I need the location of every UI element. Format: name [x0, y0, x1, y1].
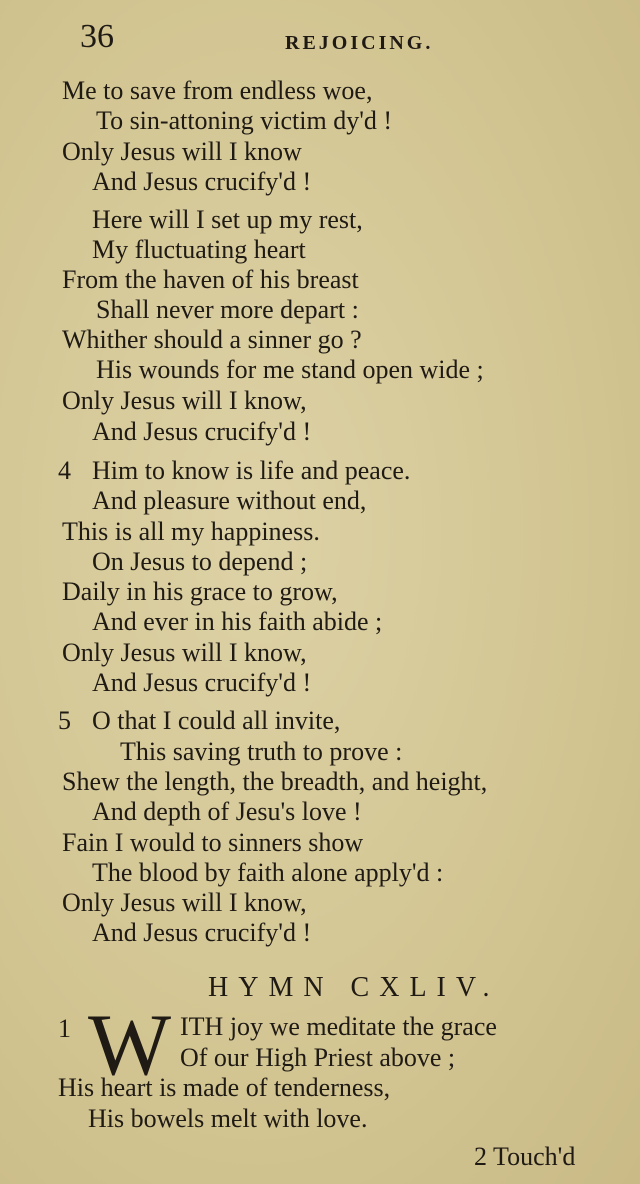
verse-line: And Jesus crucify'd ! [92, 167, 312, 196]
verse-line: ITH joy we meditate the grace [180, 1012, 497, 1041]
verse-line: And ever in his faith abide ; [92, 607, 383, 636]
stanza-number: 1 [58, 1014, 71, 1043]
verse-line: And Jesus crucify'd ! [92, 668, 312, 697]
verse-line: Fain I would to sinners show [62, 828, 364, 857]
verse-line: O that I could all invite, [92, 706, 341, 735]
verse-line: And Jesus crucify'd ! [92, 417, 312, 446]
verse-line: From the haven of his breast [62, 265, 359, 294]
verse-line: On Jesus to depend ; [92, 547, 308, 576]
verse-line: To sin-attoning victim dy'd ! [96, 106, 393, 135]
verse-line: And depth of Jesu's love ! [92, 797, 362, 826]
verse-line: Only Jesus will I know [62, 137, 302, 166]
verse-line: Only Jesus will I know, [62, 888, 307, 917]
verse-line: Only Jesus will I know, [62, 638, 307, 667]
verse-line: His bowels melt with love. [88, 1104, 368, 1133]
verse-line: Him to know is life and peace. [92, 456, 411, 485]
verse-line: Only Jesus will I know, [62, 386, 307, 415]
verse-line: My fluctuating heart [92, 235, 306, 264]
verse-line: The blood by faith alone apply'd : [92, 858, 444, 887]
catchword: 2 Touch'd [474, 1142, 576, 1171]
verse-line: His heart is made of tenderness, [58, 1073, 391, 1102]
stanza-number: 4 [58, 456, 71, 485]
verse-line: Shew the length, the breadth, and height, [62, 767, 488, 796]
hymn-title: HYMN CXLIV. [208, 972, 500, 1003]
verse-line: Of our High Priest above ; [180, 1043, 456, 1072]
stanza-number: 5 [58, 706, 71, 735]
verse-line: Daily in his grace to grow, [62, 577, 338, 606]
verse-line: And pleasure without end, [92, 486, 367, 515]
running-head: REJOICING. [285, 32, 434, 54]
verse-line: And Jesus crucify'd ! [92, 918, 312, 947]
verse-line: His wounds for me stand open wide ; [96, 355, 484, 384]
drop-cap: W [88, 997, 172, 1094]
page-header [0, 14, 640, 64]
verse-line: Whither should a sinner go ? [62, 325, 362, 354]
verse-line: Shall never more depart : [96, 295, 359, 324]
page-number: 36 [80, 18, 114, 55]
verse-line: Here will I set up my rest, [92, 205, 363, 234]
verse-line: Me to save from endless woe, [62, 76, 373, 105]
verse-line: This is all my happiness. [62, 517, 320, 546]
verse-line: This saving truth to prove : [120, 737, 403, 766]
